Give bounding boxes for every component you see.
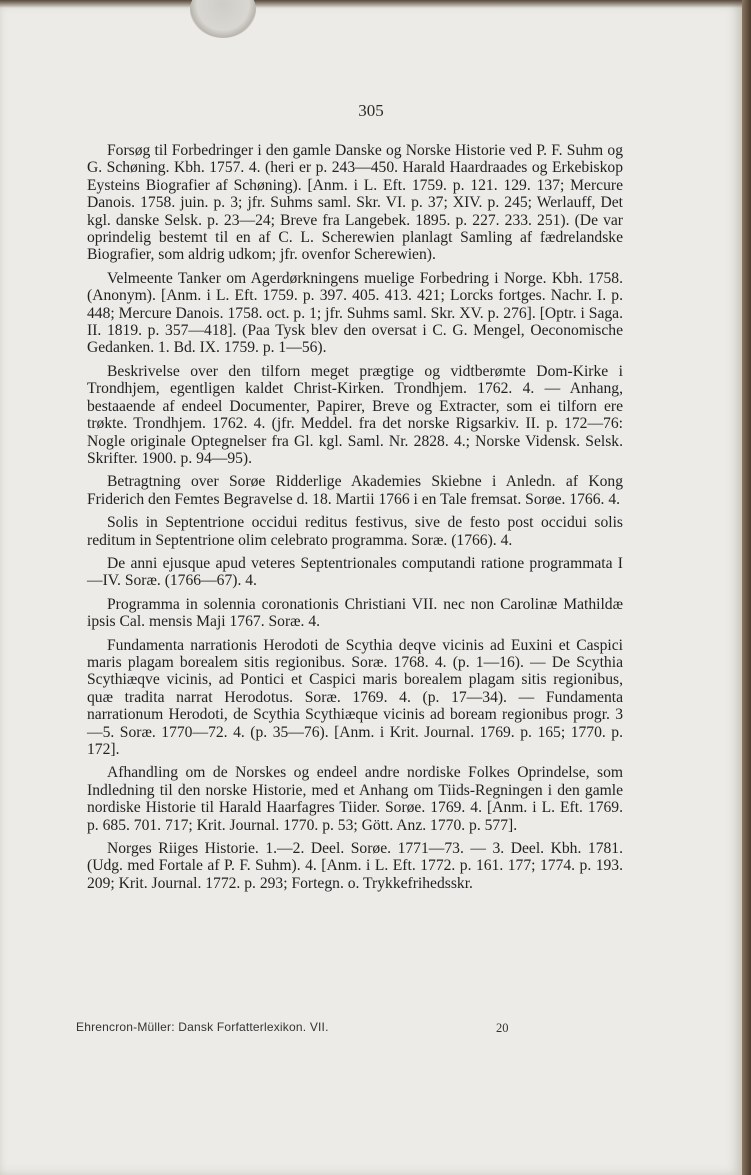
running-footer: Ehrencron-Müller: Dansk Forfatterlexikon. VII. xyxy=(76,1020,329,1034)
entry-beskrivelse: Beskrivelse over den tilforn meget prægtige og vidtberømte Dom-Kirke i Trondhjem, egentligen kaldet Christ-Kirken. Trondhjem. 1762. 4. — Anhang, bestaaende af endeel Documenter, Papirer, Breve og Extracter, som ei tilforn ere trøkte. Trondhjem. 1762. 4. (jfr. Meddel. fra det norske Rigsarkiv. II. p. 172—76: Nogle originale Optegnelser fra Gl. kgl. Saml. Nr. 2828. 4.; Norske Vidensk. Selsk. Skrifter. 1900. p. 94—95). xyxy=(87,362,623,467)
entry-fundamenta: Fundamenta narrationis Herodoti de Scythia deqve vicinis ad Euxini et Caspici maris plagam borealem sitis regionibus. Soræ. 1768. 4. (p. 1—16). — De Scythia Scythiæqve vicinis, ad Pontici et Caspici maris borealem plagam sitis regionibus, quæ tradita narrat Herodotus. Soræ. 1769. 4. (p. 17—34). — Fundamenta narrationum Herodoti, de Scythia Scythiæque vicinis ad boream regionibus progr. 3—5. Soræ. 1770—72. 4. (p. 35—76). [Anm. i Krit. Journal. 1769. p. 165; 1770. p. 172]. xyxy=(87,636,623,758)
bibliography-text xyxy=(87,142,623,898)
entry-betragtning: Betragtning over Sorøe Ridderlige Akademies Skiebne i Anledn. af Kong Friderich den Femtes Begravelse d. 18. Martii 1766 i en Tale fremsat. Sorøe. 1766. 4. xyxy=(87,473,623,508)
page-number: 305 xyxy=(358,101,384,120)
entry-norges-riiges: Norges Riiges Historie. 1.—2. Deel. Sorøe. 1771—73. — 3. Deel. Kbh. 1781. (Udg. med Fortale af P. F. Suhm). 4. [Anm. i L. Eft. 1772. p. 161. 177; 1774. p. 193. 209; Krit. Journal. 1772. p. 293; Fortegn. o. Trykkefrihedsskr. xyxy=(87,840,623,892)
signature-mark: 20 xyxy=(496,1021,509,1035)
entry-de-anni: De anni ejusque apud veteres Septentrionales computandi ratione programmata I—IV. Soræ. (1766—67). 4. xyxy=(87,554,623,590)
entry-programma: Programma in solennia coronationis Christiani VII. nec non Carolinæ Mathildæ ipsis Cal. mensis Maji 1767. Soræ. 4. xyxy=(87,595,623,631)
entry-solis: Solis in Septentrione occidui reditus festivus, sive de festo post occidui solis reditum in Septentrione olim celebrato programma. Soræ. (1766). 4. xyxy=(87,514,623,549)
entry-afhandling: Afhandling om de Norskes og endeel andre nordiske Folkes Oprindelse, som Indledning til den norske Historie, med et Anhang om Tiids-Regningen i den gamle nordiske Historie til Harald Haarfagres Tiider. Sorøe. 1769. 4. [Anm. i L. Eft. 1769. p. 685. 701. 717; Krit. Journal. 1770. p. 53; Gött. Anz. 1770. p. 577]. xyxy=(87,764,623,834)
entry-forsoeg: Forsøg til Forbedringer i den gamle Danske og Norske Historie ved P. F. Suhm og G. Schøning. Kbh. 1757. 4. (heri er p. 243—450. Harald Haardraades og Erkebiskop Eysteins Biografier af Schøning). [Anm. i L. Eft. 1759. p. 121. 129. 137; Mercure Danois. 1758. juin. p. 3; jfr. Suhms saml. Skr. VI. p. 37; XIV. p. 245; Werlauff, Det kgl. danske Selsk. p. 23—24; Breve fra Langebek. 1895. p. 227. 233. 251). (De var oprindelig bestemt til en af C. L. Scherewien planlagt Samling af fædrelandske Biografier, som aldrig udkom; jfr. ovenfor Scherewien). xyxy=(87,142,623,264)
punch-hole xyxy=(190,0,256,38)
book-spine-edge xyxy=(742,0,751,1175)
entry-velmeente-tanker: Velmeente Tanker om Agerdørkningens muelige Forbedring i Norge. Kbh. 1758. (Anonym). [Anm. i L. Eft. 1759. p. 397. 405. 413. 421; Lorcks fortges. Nachr. I. p. 448; Mercure Danois. 1758. oct. p. 1; jfr. Suhms saml. Skr. XV. p. 276]. [Optr. i Saga. II. 1819. p. 357—418]. (Paa Tysk blev den oversat i C. G. Mengel, Oeconomische Gedanken. 1. Bd. IX. 1759. p. 1—56). xyxy=(87,269,623,357)
page-top-shadow xyxy=(0,0,742,8)
